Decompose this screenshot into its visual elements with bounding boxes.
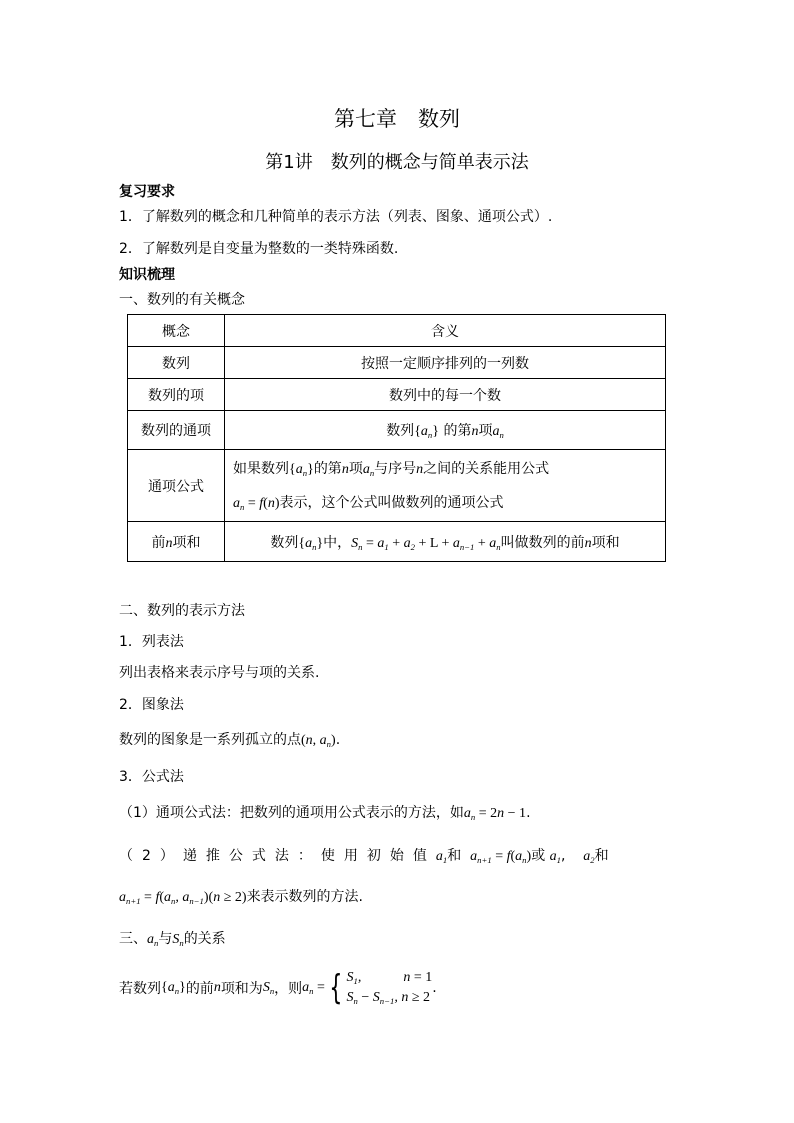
meaning-cell — [225, 450, 666, 522]
table-row — [128, 347, 666, 379]
lesson-subtitle: 第1讲 数列的概念与简单表示法 — [265, 152, 529, 173]
meaning-cell: 数列中的每一个数 — [225, 379, 666, 411]
math-n: n — [341, 461, 349, 477]
formula-sn: $S_n = a_1 + a_2 + L + a_{n-1} + a_n$ — [351, 535, 501, 552]
formula-an-2n-1: $a_n = 2n - 1$ — [463, 806, 527, 822]
table-row — [128, 522, 666, 562]
math-n: n — [471, 424, 479, 439]
table-row — [128, 411, 666, 450]
section3-heading: 三、$a_n$与$S_n$的关系 — [119, 931, 226, 948]
concept-table — [127, 314, 666, 562]
formula-line-1 — [233, 452, 665, 487]
and-text: 和 — [447, 848, 462, 864]
section2-heading: 二、数列的表示方法 — [119, 603, 245, 619]
point-formula: (n, $a_n$) — [301, 733, 336, 749]
term-text: 前 — [151, 534, 166, 551]
recurrence-2: $a_{n+1} = f(a_n$, $a_{n-1})(n \ge 2)$ — [119, 890, 247, 906]
meaning-text: 数列 — [270, 534, 299, 551]
section1-heading: 一、数列的有关概念 — [119, 292, 245, 308]
table-row — [128, 450, 666, 522]
formula-method-2-text: （2）递推公式法：使用初始值 — [119, 848, 436, 864]
method1-text: 列出表格来表示序号与项的关系. — [119, 665, 320, 681]
math-an: $a_n$ — [492, 424, 504, 440]
meaning-cell: 按照一定顺序排列的一列数 — [225, 347, 666, 379]
formula-method-2-cont — [119, 886, 363, 906]
meaning-text: 中， — [323, 534, 352, 551]
method2-text-line: 数列的图象是一系列孤立的点(n, $a_n$). — [119, 732, 341, 749]
meaning-cell — [225, 411, 666, 450]
sequence-symbol: $\{a_n\}$ — [298, 535, 324, 552]
math-an: $a_n$ — [362, 461, 375, 478]
method2-text: 数列的图象是一系列孤立的点 — [119, 732, 301, 748]
sequence-symbol: $\{a_n\}$ — [414, 424, 439, 440]
relation-text: 项和为 — [220, 981, 263, 997]
method2-title: 2．图象法 — [119, 697, 184, 713]
meaning-text: 之间的关系能用公式 — [423, 460, 550, 477]
header-meaning: 含义 — [225, 315, 666, 347]
term-text: 项和 — [172, 534, 201, 551]
heading-text: 的关系 — [183, 931, 226, 947]
meaning-text: 项 — [348, 460, 363, 477]
term-cell: 数列的项 — [128, 379, 225, 411]
page-title: 第七章 数列 — [334, 107, 460, 131]
meaning-text: 叫做数列的前 — [500, 534, 585, 551]
and-text: 和 — [594, 848, 609, 864]
meaning-text: 项和 — [591, 534, 620, 551]
review-item-2: 2．了解数列是自变量为整数的一类特殊函数. — [119, 241, 399, 257]
meaning-text: 与序号 — [374, 460, 417, 477]
heading-text: 与 — [158, 931, 173, 947]
relation-text: ，则 — [274, 981, 303, 997]
relation-text: 若数列 — [119, 981, 161, 997]
meaning-text: 表示，这个公式叫做数列的通项公式 — [279, 494, 504, 511]
formula-method-1: （1）通项公式法：把数列的通项用公式表示的方法，如$a_n = 2n - 1$. — [119, 805, 531, 822]
meaning-text: 的第 — [443, 423, 472, 439]
meaning-cell: 数列$\{a_n\}$中，$S_n = a_1 + a_2 + L + a_{n-1} + a_n$叫做数列的前n项和 — [225, 522, 666, 562]
table-header-row — [128, 315, 666, 347]
method1-title: 1．列表法 — [119, 634, 184, 650]
meaning-text: 项 — [478, 423, 493, 439]
review-item-1: 1．了解数列的概念和几种简单的表示方法（列表、图象、通项公式）. — [119, 209, 553, 225]
table-row — [128, 379, 666, 411]
formula-method-2-end: 来表示数列的方法. — [246, 889, 364, 905]
term-cell: 数列的通项 — [128, 411, 225, 450]
relation-text: 的前 — [185, 981, 214, 997]
math-n: n — [416, 461, 424, 477]
term-cell: 前n项和 — [128, 522, 225, 562]
section3-relation: 若数列 $\{a_n\}$ 的前 n 项和为 $S_n$ ，则 $a_n$ = { $S_1$, n = 1 $S_n - S_{n-1}$, n ≥ 2 . — [119, 968, 437, 1008]
header-concept: 概念 — [128, 315, 225, 347]
term-cell: 数列 — [128, 347, 225, 379]
meaning-text: 如果数列 — [233, 460, 289, 477]
piecewise-cases: $S_1$, n = 1 $S_n - S_{n-1}$, n ≥ 2 — [346, 970, 433, 1006]
meaning-text: 的第 — [313, 460, 342, 477]
knowledge-heading: 知识梳理 — [119, 267, 175, 283]
recurrence-1: $a_{n+1} = f(a_n)$ — [470, 849, 532, 865]
formula-an-fn: $a_n = f(n)$ — [233, 495, 280, 512]
term-cell: 通项公式 — [128, 450, 225, 522]
formula-line-2 — [233, 487, 665, 520]
formula-method-1-text: （1）通项公式法：把数列的通项用公式表示的方法，如 — [119, 805, 464, 821]
piecewise-brace: { — [329, 968, 343, 1008]
relation-end: . — [432, 980, 437, 996]
formula-method-2: （2）递推公式法：使用初始值$a_1$和 $a_{n+1} = f(a_n)$或 $a_1$, $a_2$和 — [119, 848, 609, 865]
method3-title: 3．公式法 — [119, 769, 184, 785]
sequence-symbol: $\{a_n\}$ — [289, 461, 314, 478]
or-text: 或 — [531, 848, 546, 864]
review-heading: 复习要求 — [119, 184, 175, 200]
meaning-text: 数列 — [386, 423, 415, 439]
